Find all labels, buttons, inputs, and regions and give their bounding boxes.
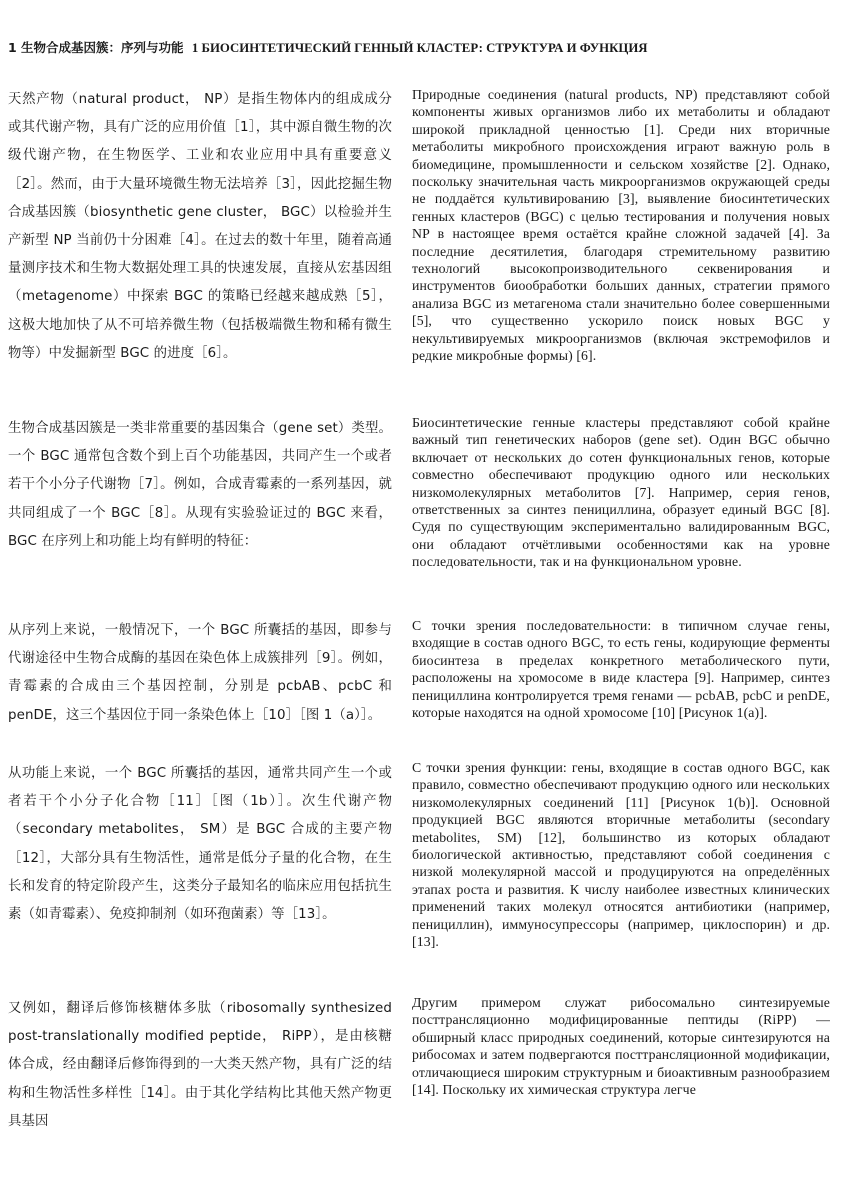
paragraph-zh-2: 生物合成基因簇是一类非常重要的基因集合（gene set）类型。一个 BGC 通常包含数个到上百个功能基因，共同产生一个或者若干个小分子代谢物［7］。例如，合成青霉素的一系列基因，就共同组成了一个 BGC［8］。从现有实验验证过的 BGC 来看，BGC 在序列上和功能上均有鲜明的特征：: [8, 421, 392, 549]
paragraph-zh-1: 天然产物（natural product， NP）是指生物体内的组成成分或其代谢产物，具有广泛的应用价值［1］，其中源自微生物的次级代谢产物，在生物医学、工业和农业应用中具有重要意义［2］。然而，由于大量环境微生物无法培养［3］，因此挖掘生物合成基因簇（biosynthetic gene cluster， BGC）以检验并生产新型 NP 当前仍十分困难［4］。在过去的数十年里，随着高通量测序技术和生物大数据处理工具的快速发展，直接从宏基因组（metagenome）中探索 BGC 的策略已经越来越成熟［5］，这极大地加快了从不可培养微生物（包括极端微生物和稀有微生物等）中发掘新型 BGC 的进度［6］。: [8, 92, 392, 361]
paragraph-zh-4: 从功能上来说，一个 BGC 所囊括的基因，通常共同产生一个或者若干个小分子化合物［11］［图（1b）］。次生代谢产物（secondary metabolites， SM）是 BGC 合成的主要产物［12］，大部分具有生物活性，通常是低分子量的化合物，在生长和发育的特定阶段产生，这类分子最知名的临床应用包括抗生素（如青霉素）、免疫抑制剂（如环孢菌素）等［13］。: [8, 766, 392, 923]
paragraph-ru-5: Другим примером служат рибосомально синтезируемые посттрансляционно модифицированные пептиды (RiPP) — обширный класс природных соединений, которые синтезируются на рибосомах и затем подвергаются посттрансляционной модификации, отличающиеся широким структурным и биоактивным разнообразием [14]. Поскольку их химическая структура легче: [412, 995, 830, 1098]
paragraph-ru-1: Природные соединения (natural products, NP) представляют собой компоненты живых организмов либо их метаболиты и обладают широкой прикладной ценностью [1]. Среди них вторичные метаболиты микробного происхождения играют важную роль в биомедицине, промышленности и сельском хозяйстве [2]. Однако, поскольку значительная часть микроорганизмов окружающей среды не поддаётся культивированию [3], выявление биосинтетических генных кластеров (BGC) с целью тестирования и получения новых NP в настоящее время остаётся крайне сложной задачей [4]. За последние десятилетия, благодаря стремительному развитию технологий высокопроизводительного секвенирования и инструментов биообработки больших данных, стратегии прямого анализа BGC из метагенома стали значительно более совершенными [5], что существенно ускорило поиск новых BGC у некультивируемых микроорганизмов (включая экстремофилов и редкие микробные формы) [6].: [412, 87, 830, 364]
paragraph-zh-5: 又例如，翻译后修饰核糖体多肽（ribosomally synthesized post-translationally modified peptide， RiPP），是由核糖体合成，经由翻译后修饰得到的一大类天然产物，具有广泛的结构和生物活性多样性［14］。由于其化学结构比其他天然产物更具基因: [8, 1001, 392, 1129]
section-heading: [8, 38, 843, 56]
paragraph-ru-2: Биосинтетические генные кластеры представляют собой крайне важный тип генетических наборов (gene set). Один BGC обычно включает от нескольких до сотен функциональных генов, которые совместно обеспечивают продукцию одного или нескольких низкомолекулярных метаболитов [7]. Например, серия генов, ответственных за синтез пенициллина, образует единый BGC [8]. Судя по существующим экспериментально валидированным BGC, они обладают отчётливыми особенностями как на уровне последовательности, так и на функциональном уровне.: [412, 415, 830, 570]
section-heading-zh: 1 生物合成基因簇：序列与功能: [8, 40, 184, 55]
paragraph-zh-3: 从序列上来说，一般情况下，一个 BGC 所囊括的基因，即参与代谢途径中生物合成酶的基因在染色体上成簇排列［9］。例如，青霉素的合成由三个基因控制，分别是 pcbAB、pcbC 和 penDE，这三个基因位于同一条染色体上［10］［图 1（a）］。: [8, 623, 392, 723]
paragraph-ru-4: С точки зрения функции: гены, входящие в состав одного BGC, как правило, совместно обеспечивают продукцию одного или нескольких низкомолекулярных соединений [11] [Рисунок 1(b)]. Основной продукцией BGC являются вторичные метаболиты (secondary metabolites, SM) [12], большинство из которых обладают биологической активностью, представляют собой соединения с низкой молекулярной массой и продуцируются на определённых этапах роста и развития. К числу наиболее известных клинических применений таких молекул относятся антибиотики (например, пенициллин), иммуносупрессоры (например, циклоспорин) и др. [13].: [412, 760, 830, 950]
paragraph-ru-3: С точки зрения последовательности: в типичном случае гены, входящие в состав одного BGC, то есть гены, кодирующие ферменты биосинтеза в пределах конкретного метаболического пути, расположены на хромосоме в виде кластера [9]. Например, синтез пенициллина контролируется тремя генами — pcbAB, pcbC и penDE, которые находятся на одной хромосоме [10] [Рисунок 1(a)].: [412, 618, 830, 721]
section-heading-ru: 1 БИОСИНТЕТИЧЕСКИЙ ГЕННЫЙ КЛАСТЕР: СТРУКТУРА И ФУНКЦИЯ: [191, 41, 648, 55]
